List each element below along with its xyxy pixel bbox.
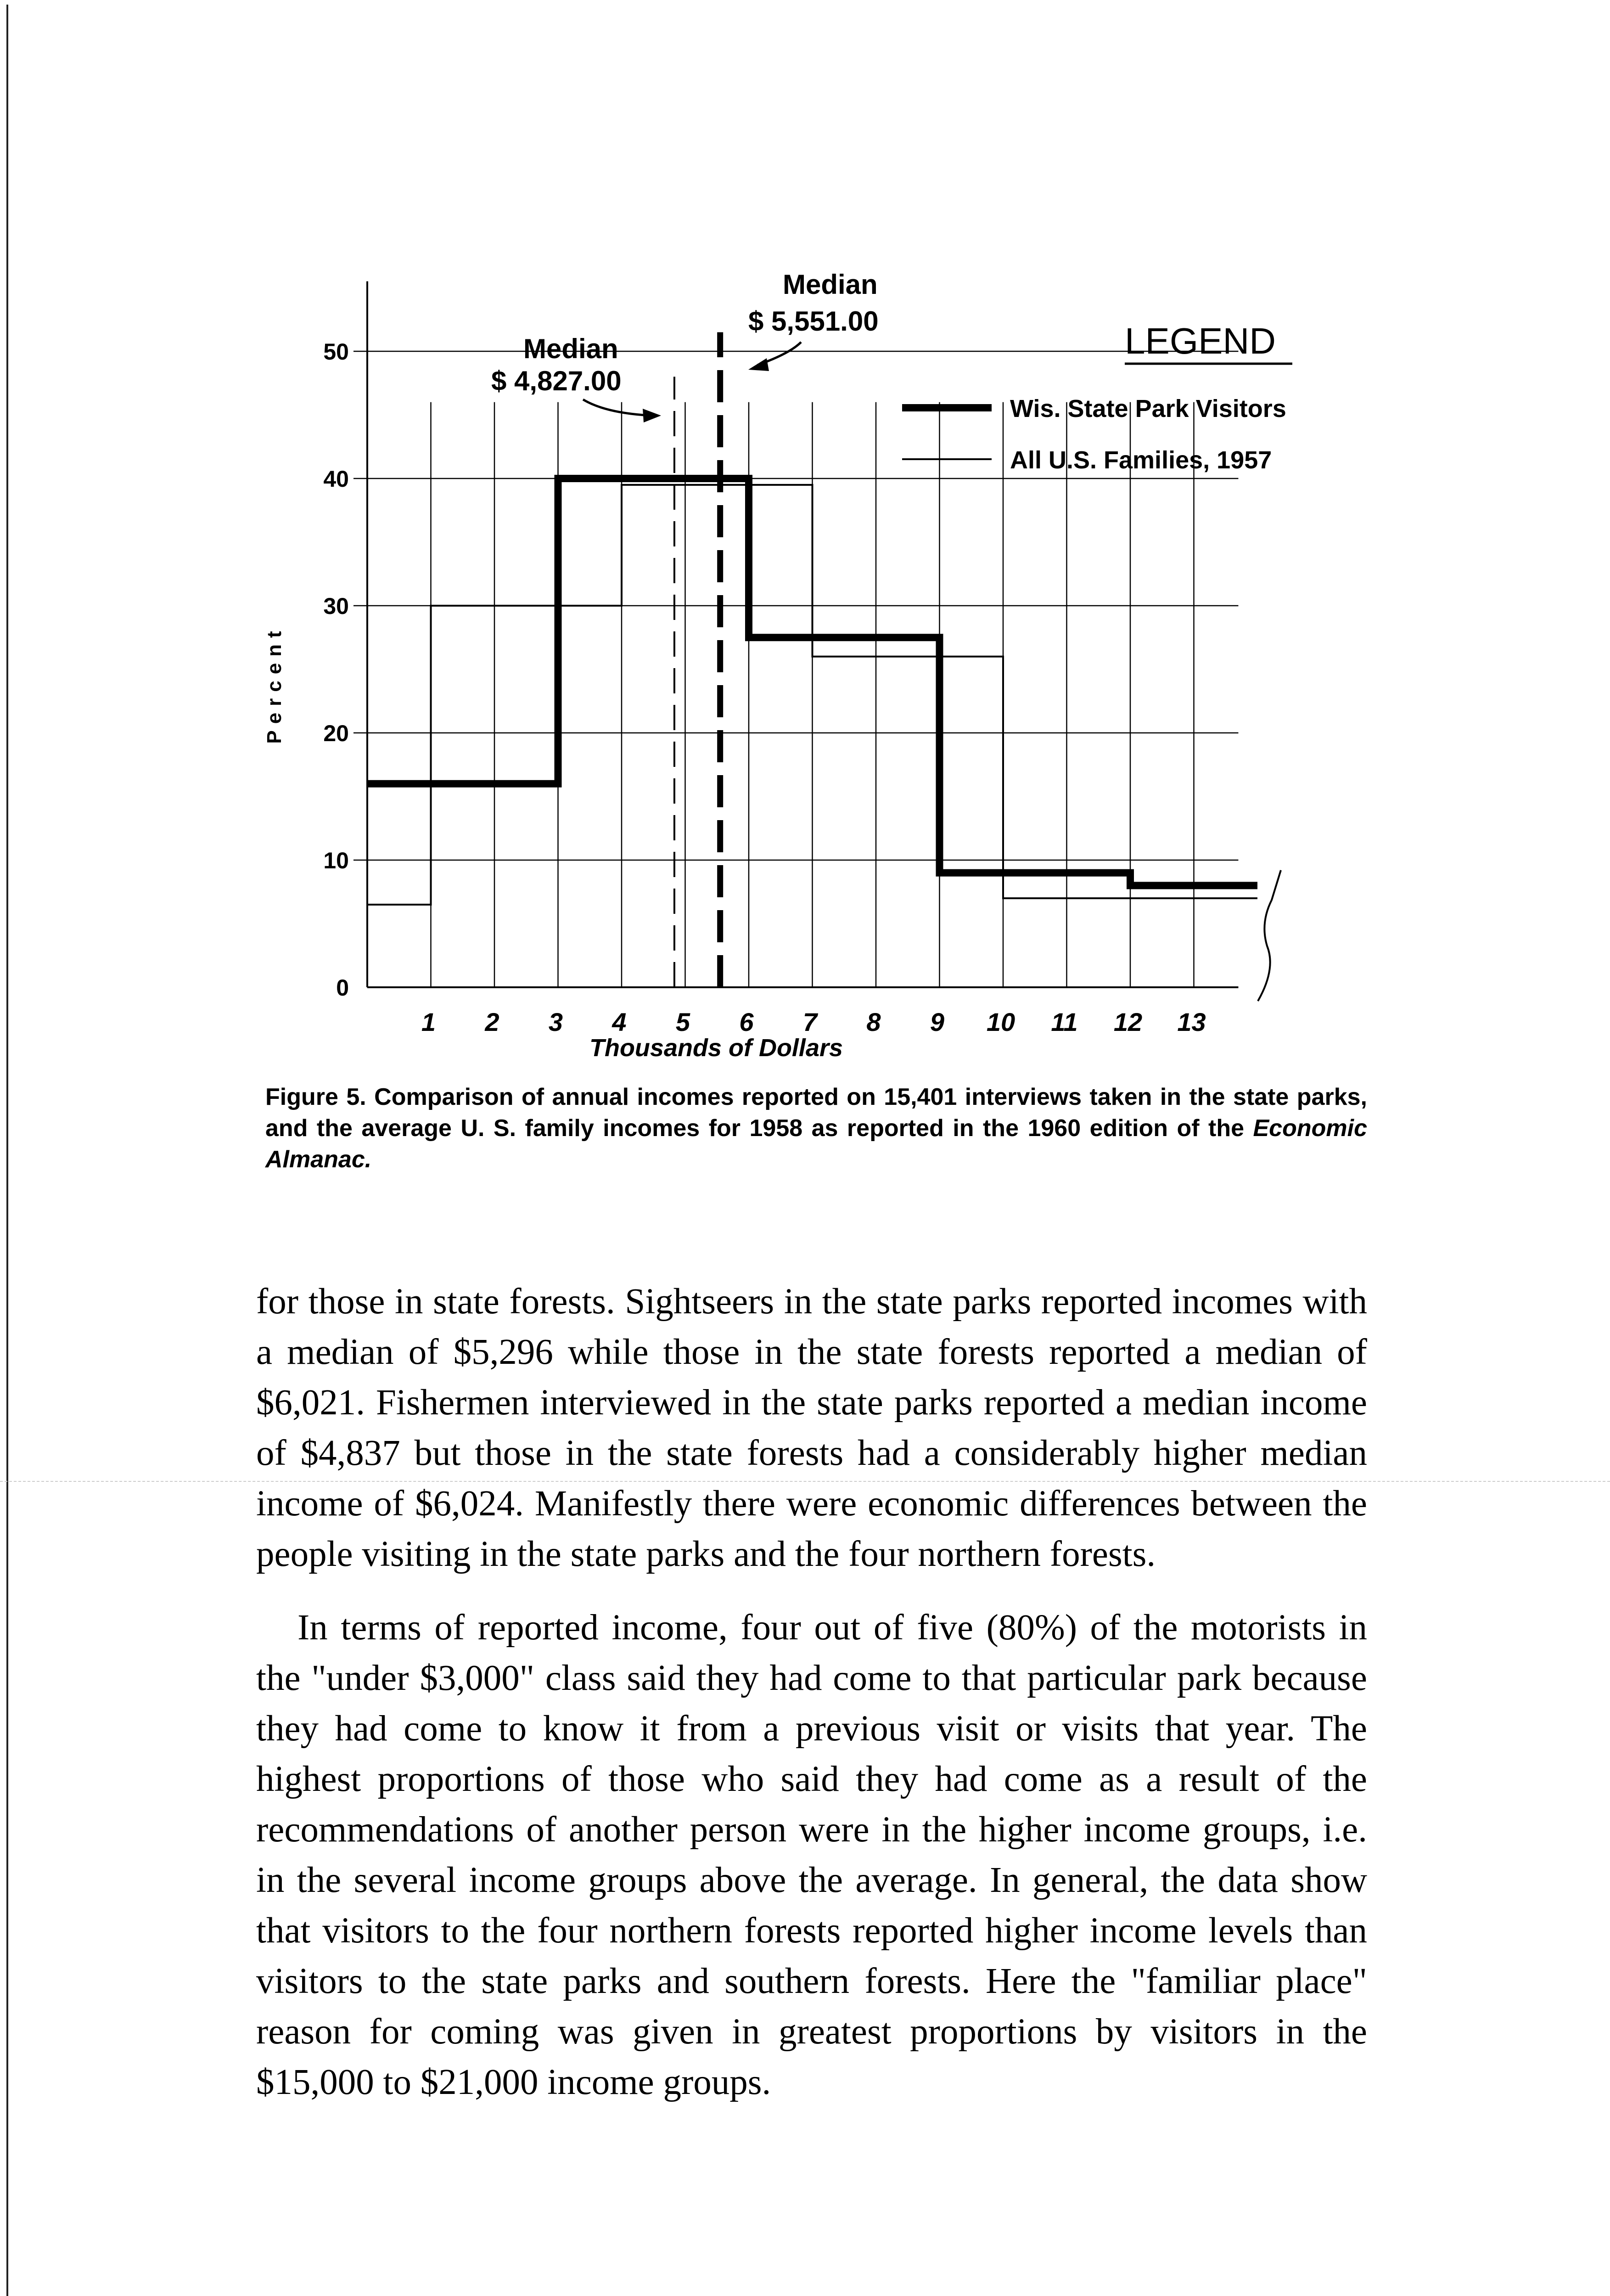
median-right-label: Median xyxy=(783,269,878,300)
legend-label-us-families: All U.S. Families, 1957 xyxy=(1010,446,1272,474)
y-tick-label: 10 xyxy=(323,848,349,873)
x-tick-label: 6 xyxy=(739,1007,754,1036)
legend xyxy=(902,321,1292,474)
figure-caption-text: Figure 5. Comparison of annual incomes reported on 15,401 interviews taken in the state parks, and the average U. S. family incomes for 1958 as reported in the 1960 edition of the xyxy=(265,1084,1367,1142)
chart-medians xyxy=(674,332,720,987)
x-tick-label: 9 xyxy=(930,1007,945,1036)
y-tick-label: 20 xyxy=(323,720,349,746)
x-tick-label: 2 xyxy=(485,1007,499,1036)
x-tick-label: 12 xyxy=(1113,1007,1143,1036)
median-left-arrow xyxy=(583,400,652,416)
paragraph: In terms of reported income, four out of five (80%) of the motorists in the "under $3,000" class said they had come to that particular park because they had come to know it from a previous visit or visits that year. The highest proportions of those who said they had come as a result of the recommendations of another person were in the higher income groups, i.e. in the several income groups above the average. In general, the data show that visitors to the four northern forests reported higher income levels than visitors to the state parks and southern forests. Here the "familiar place" reason for coming was given in greatest proportions by visitors in the $15,000 to $21,000 income groups. xyxy=(256,1608,1367,2102)
y-tick-label: 40 xyxy=(323,466,349,492)
x-tick-label: 5 xyxy=(675,1007,690,1036)
legend-title: LEGEND xyxy=(1125,321,1276,361)
median-right-arrowhead xyxy=(748,358,769,371)
y-tick-label: 50 xyxy=(323,339,349,365)
axis-break-mark xyxy=(1258,870,1281,1001)
x-tick-label: 3 xyxy=(548,1007,563,1036)
x-tick-label: 8 xyxy=(866,1007,881,1036)
chart-tick-labels xyxy=(323,339,1206,1036)
median-left-value: $ 4,827.00 xyxy=(491,366,622,396)
paragraph-continued: for those in state forests. Sightseers in the state parks reported incomes with a median of $5,296 while those in the state forests reported a median of $6,021. Fishermen interviewed in the state parks reported a median income of $4,837 but those in the state forests had a considerably higher median income of $6,024. Manifestly there were economic differences between the people visiting in the state parks and the four northern forests. xyxy=(256,1282,1367,1574)
median-right-value: $ 5,551.00 xyxy=(748,306,879,337)
x-tick-label: 1 xyxy=(421,1007,436,1036)
x-tick-label: 7 xyxy=(802,1007,818,1036)
median-left-label: Median xyxy=(523,333,618,364)
body-text xyxy=(256,1277,1367,2131)
income-chart xyxy=(0,0,1610,1111)
x-tick-label: 4 xyxy=(612,1007,627,1036)
x-axis-label: Thousands of Dollars xyxy=(589,1034,843,1062)
median-annotation-right xyxy=(748,269,879,371)
y-axis-label: Percent xyxy=(263,625,286,744)
median-annotation-left xyxy=(491,333,661,422)
y-tick-label: 30 xyxy=(323,593,349,619)
x-tick-label: 13 xyxy=(1177,1007,1206,1036)
x-tick-label: 11 xyxy=(1051,1007,1078,1036)
legend-label-state-park: Wis. State Park Visitors xyxy=(1010,395,1286,422)
y-tick-label: 0 xyxy=(336,975,349,1001)
x-tick-label: 10 xyxy=(986,1007,1015,1036)
figure-caption-italic: Economic Almanac. xyxy=(265,1115,1367,1173)
median-left-arrowhead xyxy=(643,409,661,422)
figure-caption xyxy=(265,1081,1367,1175)
